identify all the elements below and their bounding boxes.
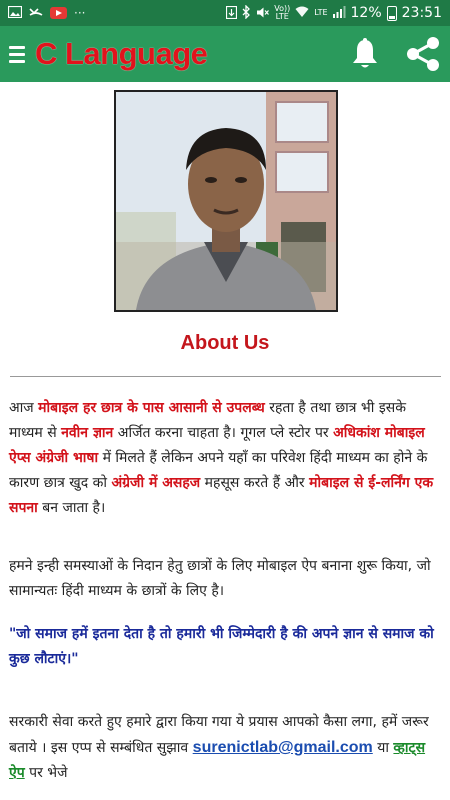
about-paragraph-2: हमने इन्ही समस्याओं के निदान हेतु छात्रों के लिए मोबाइल ऐप बनाना शुरू किया, जो सामान्यतः हिंदी माध्यम के छात्रों के लिए है। xyxy=(9,558,431,599)
p1-highlight-4: अंग्रेजी में असहज xyxy=(111,475,201,491)
app-title: C Language xyxy=(35,36,208,71)
p1-text-5: महसूस करते हैं और xyxy=(200,475,310,491)
missed-call-icon xyxy=(29,6,43,20)
youtube-icon xyxy=(50,7,67,19)
bell-icon xyxy=(351,38,379,70)
app-bar xyxy=(0,26,450,82)
battery-percent: 12% xyxy=(350,5,382,21)
p1-text-6: बन जाता है। xyxy=(37,500,106,516)
lte-label: LTE xyxy=(314,8,328,17)
divider xyxy=(10,376,441,377)
share-icon xyxy=(406,36,440,72)
about-quote: "जो समाज हमें इतना देता है तो हमारी भी जिम्मेदारी है की अपने ज्ञान से समाज को कुछ लौटाएं।" xyxy=(9,626,434,667)
p1-text-2: रहता है तथा छात्र भी इसके माध्यम से xyxy=(9,400,406,441)
download-icon xyxy=(226,6,237,21)
whatsapp-link[interactable]: व्हाट्स ऐप xyxy=(9,740,426,781)
clock: 23:51 xyxy=(401,5,442,21)
volte-label xyxy=(274,5,290,21)
p1-highlight-1: मोबाइल हर छात्र के पास आसानी से उपलब्ध xyxy=(38,400,265,416)
p1-text-1: आज xyxy=(9,400,39,416)
about-content xyxy=(0,82,450,800)
about-us-heading: About Us xyxy=(180,332,270,354)
battery-icon xyxy=(387,6,397,21)
about-paragraph-1 xyxy=(9,396,441,521)
email-link[interactable]: surenictlab@gmail.com xyxy=(192,739,373,756)
signal-icon xyxy=(333,6,346,20)
wifi-icon xyxy=(295,6,309,20)
app-bar-actions xyxy=(347,36,441,72)
p1-highlight-2: नवीन ज्ञान xyxy=(61,425,114,441)
p1-highlight-3: अधिकांश मोबाइल ऐप्स अंग्रेजी भाषा xyxy=(9,425,425,466)
more-notifications-icon: ··· xyxy=(74,6,86,20)
status-bar xyxy=(0,0,450,26)
p1-text-3: अर्जित करना चाहता है। गूगल प्ले स्टोर पर xyxy=(113,425,334,441)
p3-text-1: सरकारी सेवा करते हुए हमारे द्वारा किया गया ये प्रयास आपको कैसा लगा, हमें जरूर बताये । इस एप्प से सम्बंधित सुझाव xyxy=(9,714,429,756)
p1-highlight-5: मोबाइल से ई-लर्निंग एक सपना xyxy=(9,475,434,516)
status-bar-notifications xyxy=(8,6,85,20)
profile-photo-illustration xyxy=(116,92,336,310)
profile-photo xyxy=(114,90,338,312)
status-bar-system xyxy=(226,5,442,21)
bluetooth-icon xyxy=(242,5,251,21)
hamburger-icon[interactable] xyxy=(9,46,25,63)
mute-icon xyxy=(256,6,269,21)
p3-text-3: पर भेजे xyxy=(24,765,68,781)
p3-text-2: या xyxy=(372,740,394,756)
p1-text-4: में मिलते हैं लेकिन अपने यहाँ का परिवेश हिंदी माध्यम का होने के कारण छात्र खुद को xyxy=(9,450,428,491)
notification-button[interactable] xyxy=(347,36,383,72)
about-paragraph-3 xyxy=(9,710,441,786)
volte-text: Vo)) xyxy=(274,4,291,13)
share-button[interactable] xyxy=(405,36,441,72)
image-icon xyxy=(8,6,22,20)
lte-small-text: LTE xyxy=(275,12,289,21)
